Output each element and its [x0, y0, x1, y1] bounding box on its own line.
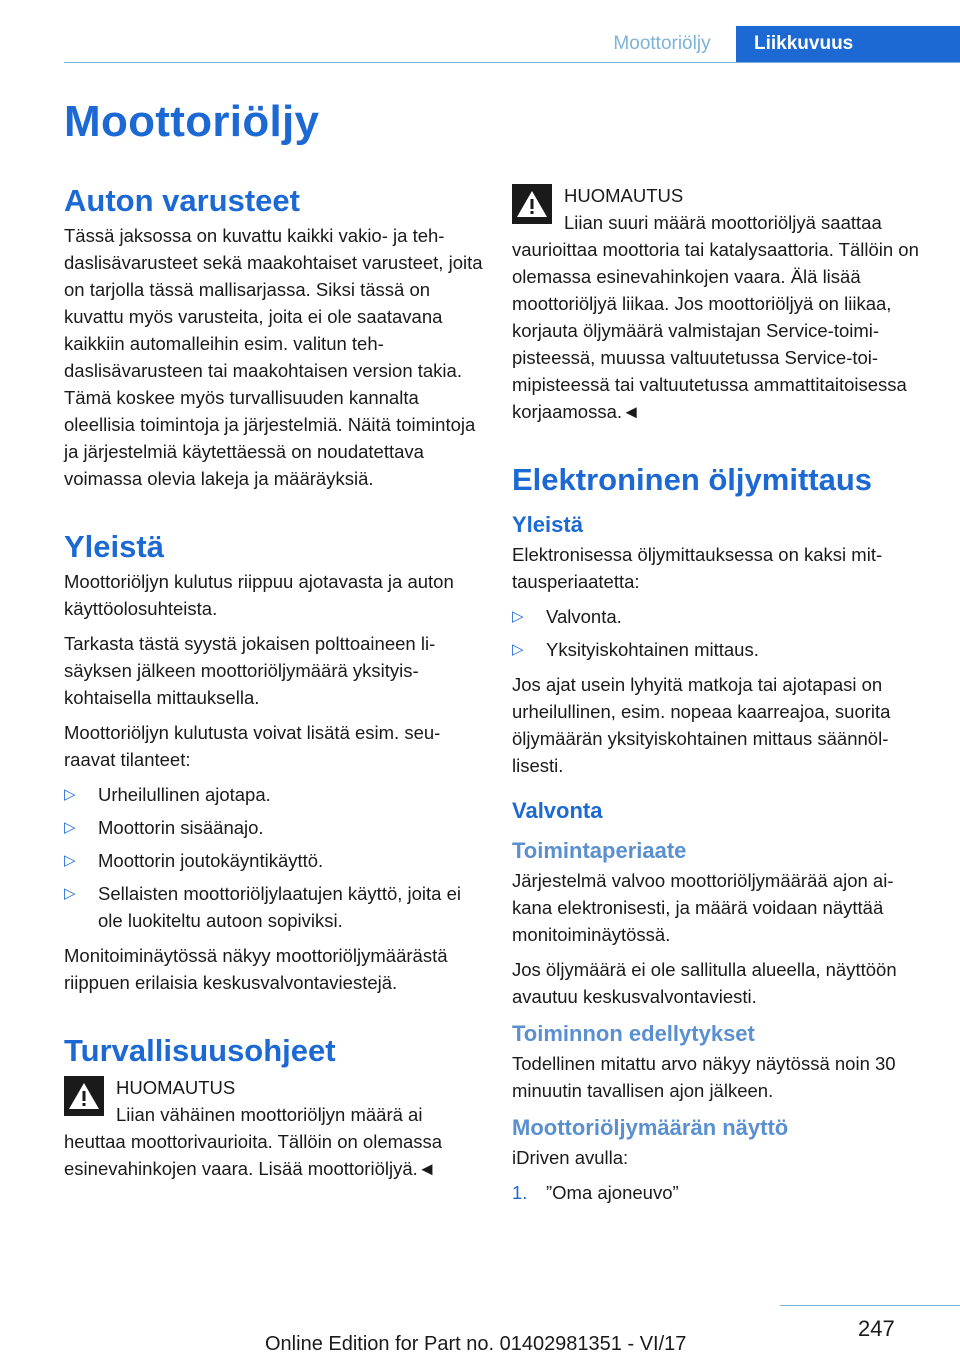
- list-item: ▷ Moottorin joutokäyntikäyttö.: [64, 847, 484, 874]
- principle-heading: Toimintaperiaate: [512, 838, 687, 863]
- warning-triangle-icon: [512, 184, 552, 224]
- warning-text-first-line: Liian vähäinen moottoriöljyn määrä ai: [116, 1104, 423, 1125]
- triangle-bullet-icon: ▷: [64, 786, 76, 803]
- page-title: Moottoriöljy: [64, 97, 320, 146]
- electronic-general-heading: Yleistä: [512, 512, 583, 537]
- principle-paragraph-1: Järjestelmä valvoo moottoriöljymäärää ajon aikana elektronisesti, ja määrä voidaan näyttää monitoiminäytössä.: [512, 870, 894, 945]
- triangle-bullet-icon: ▷: [64, 852, 76, 869]
- warning-triangle-icon: [64, 1076, 104, 1116]
- general-paragraph-1: Moottoriöljyn kulutus riippuu ajotavasta ja auton käyttöolosuhteista.: [64, 571, 454, 619]
- oil-level-display-heading: Moottoriöljymäärän näyttö: [512, 1115, 789, 1140]
- consumption-list: [64, 781, 484, 934]
- header-section-label: Moottoriöljy: [613, 33, 711, 54]
- triangle-bullet-icon: ▷: [512, 608, 524, 625]
- footer-edition: Online Edition for Part no. 01402981351 - VI/17: [265, 1333, 687, 1355]
- general-heading: Yleistä: [64, 529, 164, 564]
- list-item: ▷ Valvonta.: [512, 603, 926, 630]
- list-item: ▷ Yksityiskohtainen mittaus.: [512, 636, 926, 663]
- display-paragraph: iDriven avulla:: [512, 1147, 629, 1168]
- electronic-general-paragraph-1: Elektronisessa öljymittauksessa on kaksi mittausperiaatetta:: [512, 544, 883, 592]
- triangle-bullet-icon: ▷: [512, 641, 524, 658]
- electronic-measurement-heading: Elektroninen öljymittaus: [512, 462, 873, 497]
- warning-text-rest: heuttaa moottorivaurioita. Tällöin on olemassa esinevahinkojen vaara. Lisää moottoriöljyä.◄: [64, 1131, 443, 1179]
- general-paragraph-2: Tarkasta tästä syystä jokaisen polttoaineen lisäyksen jälkeen moottoriöljymäärä yksityiskohtaisella mittauksella.: [64, 633, 436, 708]
- list-item: ▷ Moottorin sisäänajo.: [64, 814, 484, 841]
- principle-paragraph-2: Jos öljymäärä ei ole sallitulla alueella, näyttöön avautuu keskusvalvontaviesti.: [512, 959, 897, 1007]
- warning-label: HUOMAUTUS: [564, 185, 684, 206]
- measurement-principles-list: [512, 603, 926, 663]
- triangle-bullet-icon: ▷: [64, 819, 76, 836]
- general-paragraph-3: Moottoriöljyn kulutusta voivat lisätä esim. seuraavat tilanteet:: [64, 722, 441, 770]
- page-number: 247: [858, 1316, 895, 1341]
- electronic-general-paragraph-2: Jos ajat usein lyhyitä matkoja tai ajotapasi on urheilullinen, esim. nopeaa kaarreajoa, suorita öljymäärän yksityiskohtainen mittaus säännöllisesti.: [512, 674, 891, 776]
- list-item: ▷ Urheilullinen ajotapa.: [64, 781, 484, 808]
- page-number-rule: [780, 1305, 960, 1306]
- right-column: [512, 180, 926, 1214]
- steps-list: [512, 1179, 926, 1206]
- requirements-paragraph: Todellinen mitattu arvo näkyy näytössä noin 30 minuutin tavallisen ajon jälkeen.: [512, 1053, 896, 1101]
- warning-block: [64, 1072, 484, 1182]
- general-paragraph-4: Monitoiminäytössä näkyy moottoriöljymäärästä riippuen erilaisia keskusvalvontaviestejä.: [64, 945, 448, 993]
- header-chapter-tab[interactable]: Liikkuvuus: [736, 26, 960, 62]
- warning-text-rest: vaurioittaa moottoria tai katalysaattoria. Tällöin on olemassa esinevahinkojen vaara. Älä lisää moottoriöljyä liikaa. Jos moottoriöljyä on liikaa, korjauta öljymäärä valmistajan Service-toimipisteessä, muussa valtuutetussa Service-toimipisteessä tai valtuutetussa ammattitaitoisessa korjaamossa.◄: [512, 239, 919, 422]
- safety-heading: Turvallisuusohjeet: [64, 1033, 336, 1068]
- equipment-heading: Auton varusteet: [64, 183, 300, 218]
- warning-text-first-line: Liian suuri määrä moottoriöljyä saattaa: [564, 212, 882, 233]
- monitoring-heading: Valvonta: [512, 798, 603, 823]
- warning-label: HUOMAUTUS: [116, 1077, 236, 1098]
- list-item: ▷ Sellaisten moottoriöljylaatujen käyttö, joita ei ole luokiteltu autoon sopiviksi.: [64, 880, 484, 934]
- triangle-bullet-icon: ▷: [64, 885, 76, 902]
- warning-block: [512, 180, 926, 425]
- header-rule: [64, 62, 960, 63]
- left-column: [64, 180, 484, 1182]
- equipment-text: Tässä jaksossa on kuvattu kaikki vakio- ja tehdaslisävarusteet sekä maakohtaiset varusteet, joita on tarjolla tässä mallisarjassa. Siksi tässä on kuvattu myös varusteita, joita ei ole saatavana kaikkiin automalleihin esim. valitun tehdaslisävarusteen tai maakohtaisen version takia. Tämä koskee myös turvallisuuden kannalta oleellisia toimintoja ja järjestelmiä. Näitä toimintoja ja järjestelmiä käytettäessä on noudatettava voimassa olevia lakeja ja määräyksiä.: [64, 225, 483, 489]
- requirements-heading: Toiminnon edellytykset: [512, 1021, 755, 1046]
- list-item: 1. ”Oma ajoneuvo”: [512, 1182, 679, 1203]
